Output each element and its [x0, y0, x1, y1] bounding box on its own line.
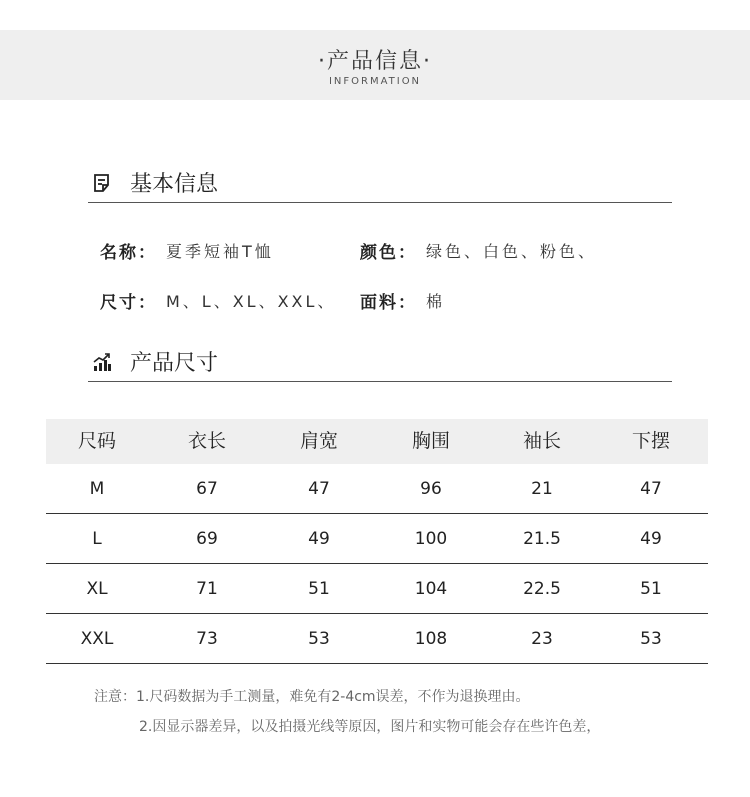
header-shoulder: 肩宽 — [299, 430, 338, 452]
name-label: 名称： — [100, 243, 157, 263]
table-cell: 22.5 — [523, 579, 561, 599]
size-value: M、L、XL、XXL、 — [166, 292, 337, 311]
material-value: 棉 — [426, 292, 446, 311]
document-icon — [92, 173, 112, 193]
name-value: 夏季短袖T恤 — [166, 242, 274, 261]
note-line-1: 注意：1.尺码数据为手工测量，难免有2-4cm误差，不作为退换理由。 — [94, 689, 530, 705]
basic-info-heading — [88, 167, 672, 203]
table-cell: 67 — [196, 479, 218, 499]
table-cell: XXL — [80, 629, 114, 649]
size-label: 尺寸： — [100, 293, 157, 313]
size-table — [46, 419, 708, 664]
table-cell: 23 — [531, 629, 553, 649]
header-sleeve: 袖长 — [522, 430, 561, 452]
header-hem: 下摆 — [631, 430, 670, 452]
table-cell: 51 — [640, 579, 662, 599]
size-section-title: 产品尺寸 — [130, 351, 219, 376]
table-cell: M — [89, 479, 105, 499]
table-row — [46, 614, 708, 664]
table-cell: XL — [86, 579, 108, 599]
table-cell: 69 — [196, 529, 218, 549]
table-cell: 53 — [308, 629, 330, 649]
table-cell: L — [92, 529, 102, 549]
header-length: 衣长 — [187, 430, 226, 452]
basic-info-title: 基本信息 — [130, 172, 219, 197]
table-cell: 100 — [414, 529, 448, 549]
table-cell: 96 — [420, 479, 442, 499]
table-cell: 53 — [640, 629, 662, 649]
color-label: 颜色： — [360, 243, 417, 263]
banner-title: ·产品信息· — [318, 49, 432, 74]
banner-subtitle: INFORMATION — [328, 76, 422, 87]
material-label: 面料： — [360, 293, 417, 313]
table-cell: 49 — [640, 529, 662, 549]
note-line-2: 2.因显示器差异，以及拍摄光线等原因，图片和实物可能会存在些许色差， — [139, 719, 601, 735]
table-cell: 108 — [414, 629, 448, 649]
table-row — [46, 464, 708, 514]
table-cell: 104 — [414, 579, 448, 599]
table-cell: 73 — [196, 629, 218, 649]
header-chest: 胸围 — [411, 430, 450, 452]
table-header-row — [46, 419, 708, 464]
color-value: 绿色、白色、粉色、 — [426, 242, 598, 261]
header-size: 尺码 — [77, 430, 116, 452]
chart-icon — [92, 352, 112, 372]
info-banner — [0, 30, 750, 100]
table-cell: 71 — [196, 579, 218, 599]
size-section-heading — [88, 346, 672, 382]
table-cell: 21 — [531, 479, 553, 499]
table-cell: 21.5 — [523, 529, 561, 549]
table-cell: 49 — [308, 529, 330, 549]
table-cell: 47 — [640, 479, 662, 499]
table-cell: 51 — [308, 579, 330, 599]
table-row — [46, 514, 708, 564]
table-row — [46, 564, 708, 614]
table-cell: 47 — [308, 479, 330, 499]
